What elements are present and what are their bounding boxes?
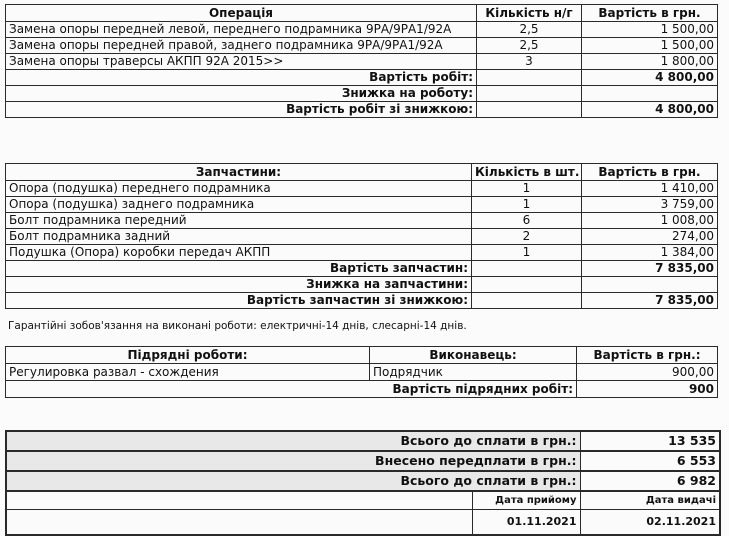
work-price: 1 500,00: [582, 38, 718, 54]
part-price: 1 008,00: [582, 213, 718, 229]
work-name: Замена опоры передней левой, переднего подрамника 9РА/9РА1/92А: [6, 22, 477, 38]
subcontract-executor: Подрядчик: [370, 364, 577, 381]
part-qty: 6: [472, 213, 582, 229]
table-row: [6, 213, 718, 229]
summary-due-row: [6, 471, 720, 491]
works-total-row: [6, 70, 718, 86]
table-row: [6, 181, 718, 197]
works-total-label: Вартість робіт:: [6, 70, 477, 86]
parts-header-row: [6, 164, 718, 181]
works-header-row: [6, 5, 718, 22]
part-qty: 1: [472, 181, 582, 197]
table-row: [6, 197, 718, 213]
part-qty: 1: [472, 197, 582, 213]
works-header-qty: Кількість н/г: [477, 5, 582, 22]
parts-discount-label: Знижка на запчастини:: [6, 277, 472, 293]
issue-date-label: Дата видачі: [580, 491, 720, 510]
works-with-discount-value: 4 800,00: [582, 102, 718, 118]
summary-total-label: Всього до сплати в грн.:: [6, 431, 580, 451]
parts-with-discount-value: 7 835,00: [582, 293, 718, 309]
table-row: [6, 38, 718, 54]
works-discount-label: Знижка на роботу:: [6, 86, 477, 102]
subcontract-header-executor: Виконавець:: [370, 347, 577, 364]
works-header-price: Вартість в грн.: [582, 5, 718, 22]
part-price: 274,00: [582, 229, 718, 245]
summary-prepaid-value: 6 553: [580, 451, 720, 471]
table-row: [6, 22, 718, 38]
parts-total-label: Вартість запчастин:: [6, 261, 472, 277]
works-total-value: 4 800,00: [582, 70, 718, 86]
works-discount-row: [6, 86, 718, 102]
works-header-operation: Операція: [6, 5, 477, 22]
work-qty: 2,5: [477, 22, 582, 38]
subcontract-header-price: Вартість в грн.:: [577, 347, 718, 364]
subcontract-total-label: Вартість підрядних робіт:: [6, 381, 577, 398]
table-row: [6, 364, 718, 381]
summary-prepaid-row: [6, 451, 720, 471]
summary-prepaid-label: Внесено передплати в грн.:: [6, 451, 580, 471]
work-price: 1 500,00: [582, 22, 718, 38]
summary-total-value: 13 535: [580, 431, 720, 451]
parts-header-price: Вартість в грн.: [582, 164, 718, 181]
parts-with-discount-row: [6, 293, 718, 309]
works-discount-value: [582, 86, 718, 102]
part-price: 3 759,00: [582, 197, 718, 213]
part-name: Опора (подушка) заднего подрамника: [6, 197, 472, 213]
accept-date-label: Дата прийому: [472, 491, 580, 510]
parts-header-qty: Кількість в шт.: [472, 164, 582, 181]
summary-table: [5, 430, 721, 536]
table-row: [6, 245, 718, 261]
issue-date-value: 02.11.2021: [580, 510, 720, 536]
works-with-discount-label: Вартість робіт зі знижкою:: [6, 102, 477, 118]
table-row: [6, 229, 718, 245]
parts-table: [5, 163, 718, 309]
parts-total-value: 7 835,00: [582, 261, 718, 277]
part-name: Опора (подушка) переднего подрамника: [6, 181, 472, 197]
part-name: Болт подрамника задний: [6, 229, 472, 245]
summary-due-value: 6 982: [580, 471, 720, 491]
subcontract-price: 900,00: [577, 364, 718, 381]
work-qty: 2,5: [477, 38, 582, 54]
part-name: Болт подрамника передний: [6, 213, 472, 229]
parts-discount-value: [582, 277, 718, 293]
parts-total-row: [6, 261, 718, 277]
work-price: 1 800,00: [582, 54, 718, 70]
subcontract-header-name: Підрядні роботи:: [6, 347, 370, 364]
subcontract-total-value: 900: [577, 381, 718, 398]
parts-discount-row: [6, 277, 718, 293]
work-qty: 3: [477, 54, 582, 70]
part-qty: 2: [472, 229, 582, 245]
part-price: 1 384,00: [582, 245, 718, 261]
works-with-discount-row: [6, 102, 718, 118]
parts-with-discount-label: Вартість запчастин зі знижкою:: [6, 293, 472, 309]
subcontract-total-row: [6, 381, 718, 398]
part-qty: 1: [472, 245, 582, 261]
summary-dates-header-row: [6, 491, 720, 510]
part-name: Подушка (Опора) коробки передач АКПП: [6, 245, 472, 261]
work-name: Замена опоры траверсы АКПП 92А 2015>>: [6, 54, 477, 70]
subcontract-table: [5, 346, 718, 398]
works-table: [5, 4, 718, 118]
parts-header-name: Запчастини:: [6, 164, 472, 181]
summary-dates-row: [6, 510, 720, 536]
subcontract-name: Регулировка развал - схождения: [6, 364, 370, 381]
subcontract-header-row: [6, 347, 718, 364]
part-price: 1 410,00: [582, 181, 718, 197]
summary-due-label: Всього до сплати в грн.:: [6, 471, 580, 491]
accept-date-value: 01.11.2021: [472, 510, 580, 536]
warranty-note: Гарантійні зобов'язання на виконані роботи: електричні-14 днів, слесарні-14 днів.: [8, 320, 467, 332]
summary-total-row: [6, 431, 720, 451]
work-name: Замена опоры передней правой, заднего подрамника 9РА/9РА1/92А: [6, 38, 477, 54]
table-row: [6, 54, 718, 70]
